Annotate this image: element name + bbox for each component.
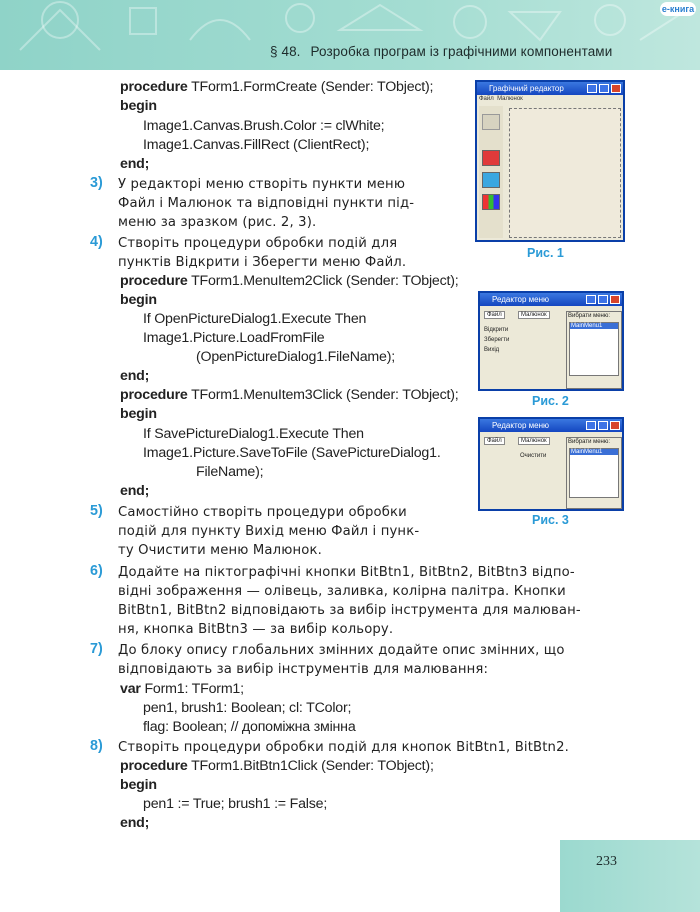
window-titlebar: Редактор меню [480,293,622,306]
menu-designer [484,311,562,389]
fill-icon [482,172,500,188]
menu-picture: Малюнок [518,437,550,445]
section-title [270,44,622,59]
submenu-item: Зберегти [484,337,510,343]
code-line: procedure TForm1.MenuItem2Click (Sender: TObject); [120,273,459,289]
close-icon [611,84,621,93]
menu-list [569,322,619,376]
item-number: 3) [90,175,103,191]
item-number: 4) [90,234,103,250]
figure-3-caption: Рис. 3 [532,513,569,527]
item-text: У редакторі меню створіть пункти меню [118,177,406,192]
item-text: Самостійно створіть процедури обробки [118,505,407,520]
figure-2-caption: Рис. 2 [532,394,569,408]
header-decoration [0,0,700,70]
figure-1-caption: Рис. 1 [527,246,564,260]
code-line: pen1, brush1: Boolean; cl: TColor; [143,700,352,716]
window-titlebar: Графічний редактор [477,82,623,95]
list-item: MainMenu1 [570,449,618,455]
code-line: (OpenPictureDialog1.FileName); [196,349,396,365]
section-heading: Розробка програм із графічними компонентами [310,44,613,59]
code-line: If OpenPictureDialog1.Execute Then [143,311,367,327]
item-text: До блоку опису глобальних змінних додайте опис змінних, що [118,643,565,658]
code-line: end; [120,483,150,499]
page-number: 233 [596,854,617,869]
code-line: begin [120,777,157,793]
pencil-icon [482,150,500,166]
item-text: BitBtn1, BitBtn2 відповідають за вибір інструмента для малюван- [118,603,581,618]
submenu [484,325,509,355]
menu-picture: Малюнок [497,96,523,102]
menu-selector-panel [566,311,622,389]
code-line: Image1.Picture.LoadFromFile [143,330,325,346]
submenu-item: Відкрити [484,327,509,333]
tool-button [482,114,500,130]
menu-file: Файл [484,311,505,319]
close-icon [610,295,620,304]
item-number: 6) [90,563,103,579]
code-text: TForm1.FormCreate (Sender: TObject); [191,79,434,95]
image-canvas [509,108,621,238]
code-line: begin [120,406,157,422]
item-text: відні зображення — олівець, заливка, колірна палітра. Кнопки [118,584,566,599]
submenu [520,451,546,461]
code-line: Image1.Canvas.FillRect (ClientRect); [143,137,370,153]
code-line: Image1.Canvas.Brush.Color := clWhite; [143,118,385,134]
item-text: ту Очистити меню Малюнок. [118,543,322,558]
code-line: FileName); [196,464,264,480]
menu-file: Файл [484,437,505,445]
menu-selector-panel [566,437,622,509]
code-line: begin [120,292,157,308]
item-text: пунктів Відкрити і Зберегти меню Файл. [118,255,407,270]
code-line: procedure TForm1.MenuItem3Click (Sender: TObject); [120,387,459,403]
menu-list [569,448,619,498]
publisher-logo: e-книга [661,4,695,14]
code-line: begin [120,98,157,114]
code-line: pen1 := True; brush1 := False; [143,796,328,812]
submenu-item: Очистити [520,453,547,459]
code-line: flag: Boolean; // допоміжна змінна [143,719,356,735]
list-item: MainMenu1 [570,323,618,329]
figure-3-window [478,417,624,511]
submenu-item: Вихід [484,347,500,353]
item-text: Створіть процедури обробки подій для [118,236,398,251]
item-text: Створіть процедури обробки подій для кнопок BitBtn1, BitBtn2. [118,740,569,755]
code-line: procedure TForm1.FormCreate (Sender: TObject); [120,79,434,95]
item-text: Файл і Малюнок та відповідні пункти під- [118,196,415,211]
figure-2-window [478,291,624,391]
menu-designer [484,437,562,507]
minimize-icon [587,84,597,93]
menu-bar [479,96,523,102]
code-line: Image1.Picture.SaveToFile (SavePictureDialog1. [143,445,441,461]
code-line: end; [120,368,150,384]
item-number: 7) [90,641,103,657]
code-line: procedure TForm1.BitBtn1Click (Sender: TObject); [120,758,434,774]
item-number: 8) [90,738,103,754]
code-line: var Form1: TForm1; [120,681,244,697]
code-line: end; [120,156,150,172]
page-footer-band [560,840,700,912]
item-text: меню за зразком (рис. 2, 3). [118,215,317,230]
window-titlebar: Редактор меню [480,419,622,432]
minimize-icon [586,421,596,430]
menu-picture: Малюнок [518,311,550,319]
select-menu-label: Вибрати меню: [568,313,611,319]
item-text: відповідають за вибір інструментів для малювання: [118,662,489,677]
maximize-icon [599,84,609,93]
menu-file: Файл [479,96,494,102]
section-number: § 48. [270,44,301,59]
maximize-icon [598,421,608,430]
item-text: Додайте на піктографічні кнопки BitBtn1, BitBtn2, BitBtn3 відпо- [118,565,575,580]
tool-panel [479,106,503,238]
minimize-icon [586,295,596,304]
palette-icon [482,194,500,210]
maximize-icon [598,295,608,304]
code-line: end; [120,815,150,831]
item-text: подій для пункту Вихід меню Файл і пунк- [118,524,420,539]
code-line: If SavePictureDialog1.Execute Then [143,426,364,442]
figure-1-window [475,80,625,242]
item-text: ня, кнопка BitBtn3 — за вибір кольору. [118,622,394,637]
select-menu-label: Вибрати меню: [568,439,611,445]
item-number: 5) [90,503,103,519]
close-icon [610,421,620,430]
page-header [0,0,700,70]
